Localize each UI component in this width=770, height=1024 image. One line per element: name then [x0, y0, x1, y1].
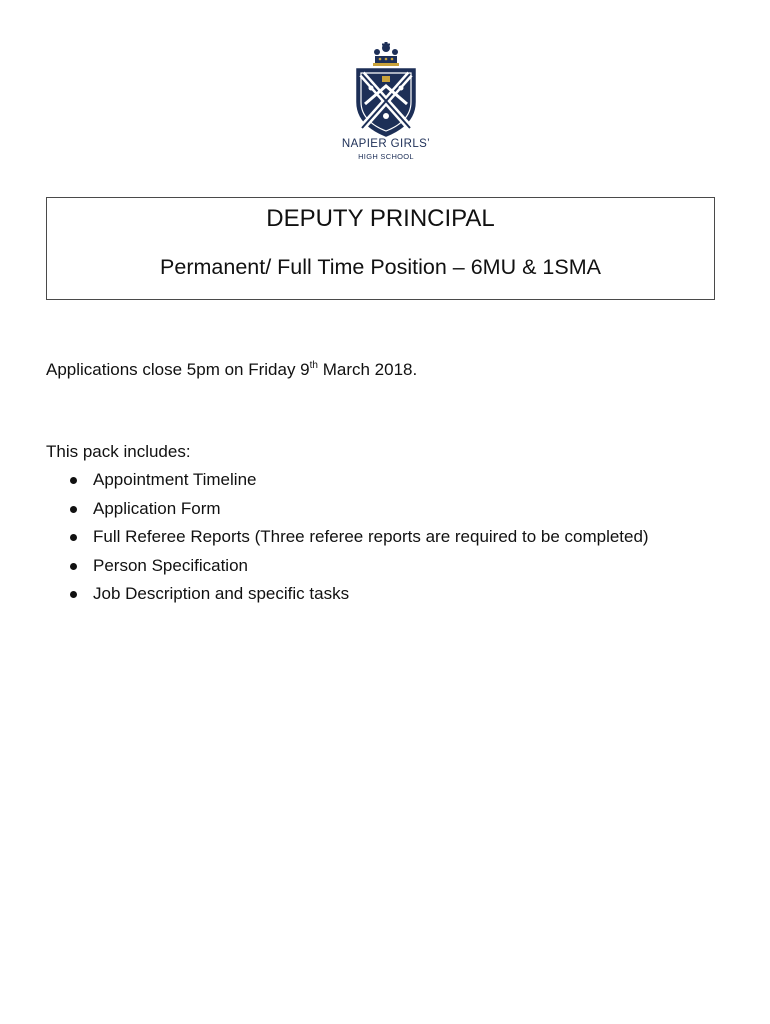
pack-contents-list — [46, 469, 649, 612]
school-logo — [325, 42, 447, 166]
bullet-icon — [70, 477, 77, 484]
closing-date-prefix: Applications close 5pm on Friday 9 — [46, 360, 310, 379]
closing-date-suffix: March 2018. — [317, 360, 418, 379]
list-item — [46, 555, 649, 584]
bullet-icon — [70, 534, 77, 541]
list-item-label: Job Description and specific tasks — [93, 584, 350, 603]
title-box — [46, 197, 715, 300]
list-item — [46, 583, 649, 612]
page-title: DEPUTY PRINCIPAL — [266, 205, 495, 232]
crown-icon — [373, 42, 399, 66]
school-crest-icon — [353, 42, 419, 138]
pack-intro: This pack includes: — [46, 442, 191, 461]
list-item-label: Full Referee Reports (Three referee reports are required to be completed) — [93, 527, 649, 546]
list-item-label: Appointment Timeline — [93, 470, 257, 489]
bullet-icon — [70, 563, 77, 570]
school-subtitle: HIGH SCHOOL — [358, 152, 414, 161]
position-subtitle: Permanent/ Full Time Position – 6MU & 1SMA — [160, 255, 601, 279]
list-item — [46, 498, 649, 527]
list-item-label: Person Specification — [93, 555, 248, 575]
list-item-label: Application Form — [93, 498, 221, 518]
bullet-icon — [70, 506, 77, 513]
bullet-icon — [70, 591, 77, 598]
school-name: NAPIER GIRLS’ — [341, 138, 431, 150]
closing-date-text — [46, 359, 417, 381]
list-item — [46, 469, 649, 498]
closing-date-ordinal: th — [309, 360, 318, 371]
shield-icon — [357, 69, 415, 136]
list-item — [46, 526, 649, 555]
